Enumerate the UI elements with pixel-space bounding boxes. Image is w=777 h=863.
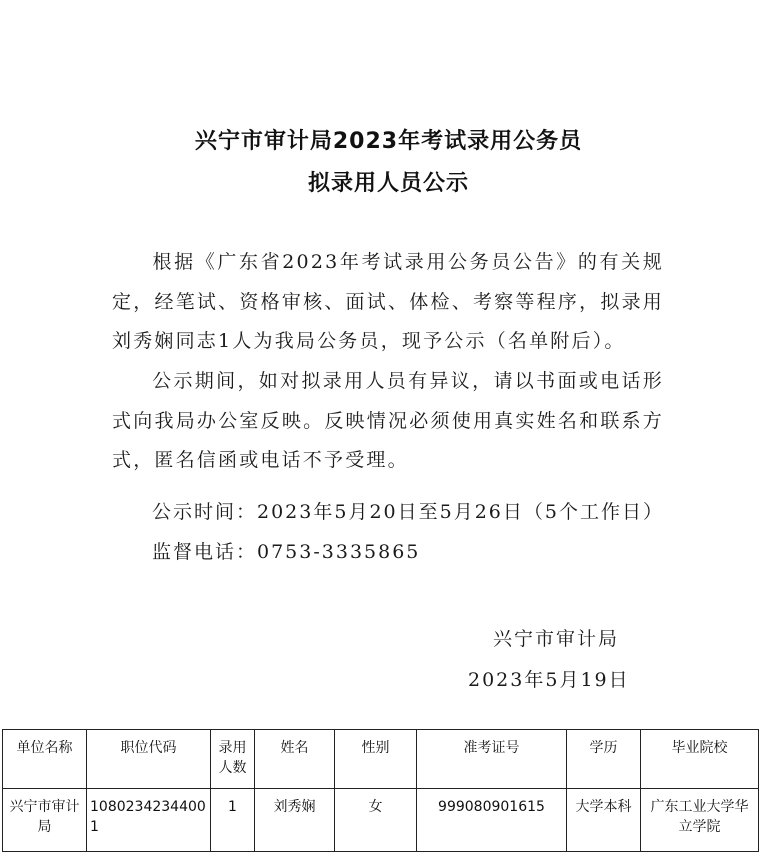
announcement-paragraph-2 <box>112 362 664 481</box>
cell-school: 广东工业大学华立学院 <box>641 789 759 852</box>
announcement-paragraph-1 <box>112 243 664 362</box>
header-exam-no: 准考证号 <box>417 730 567 789</box>
candidate-table <box>2 729 759 852</box>
cell-gender: 女 <box>335 789 417 852</box>
cell-exam-no: 999080901615 <box>417 789 567 852</box>
cell-education: 大学本科 <box>567 789 641 852</box>
document-title: 兴宁市审计局2023年考试录用公务员 <box>194 129 583 154</box>
header-school: 毕业院校 <box>641 730 759 789</box>
header-position-code: 职位代码 <box>87 730 211 789</box>
paragraph-2-text: 公示期间，如对拟录用人员有异议，请以书面或电话形式向我局办公室反映。反映情况必须使用真实姓名和联系方式，匿名信函或电话不予受理。 <box>112 370 664 471</box>
supervision-phone: 监督电话：0753-3335865 <box>152 541 421 563</box>
cell-position-code: 10802342344001 <box>87 789 211 852</box>
signature-organization: 兴宁市审计局 <box>493 628 620 650</box>
header-count: 录用人数 <box>211 730 255 789</box>
cell-name: 刘秀娴 <box>255 789 335 852</box>
document-subtitle: 拟录用人员公示 <box>307 171 469 196</box>
header-unit: 单位名称 <box>3 730 87 789</box>
header-education: 学历 <box>567 730 641 789</box>
cell-count: 1 <box>211 789 255 852</box>
publicity-period: 公示时间：2023年5月20日至5月26日（5个工作日） <box>152 501 664 523</box>
paragraph-1-text: 根据《广东省2023年考试录用公务员公告》的有关规定，经笔试、资格审核、面试、体检、考察等程序，拟录用刘秀娴同志1人为我局公务员，现予公示（名单附后）。 <box>112 251 664 352</box>
signature-date: 2023年5月19日 <box>468 669 630 691</box>
header-name: 姓名 <box>255 730 335 789</box>
table-header-row <box>3 730 759 789</box>
cell-unit: 兴宁市审计局 <box>3 789 87 852</box>
header-gender: 性别 <box>335 730 417 789</box>
table-row <box>3 789 759 852</box>
